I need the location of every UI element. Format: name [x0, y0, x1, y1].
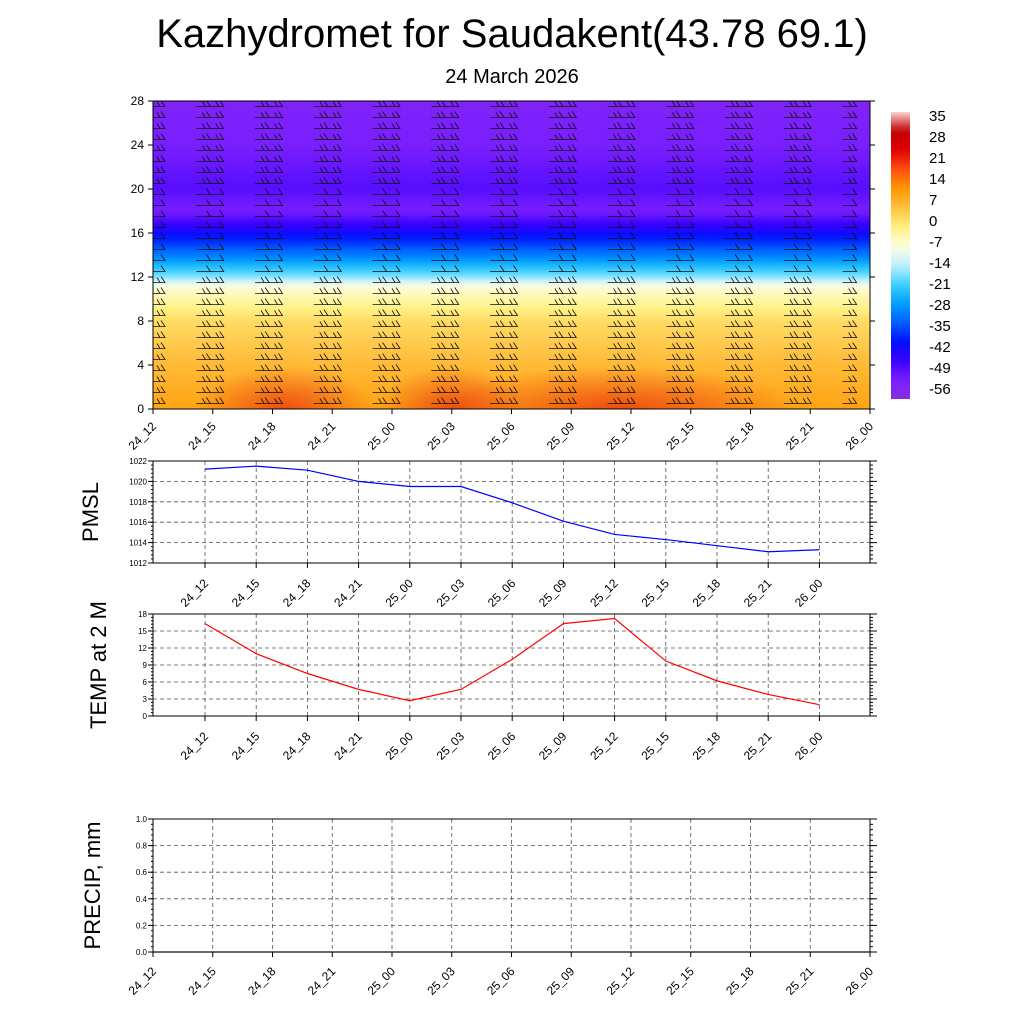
pmsl-y-tick-label: 1018: [129, 497, 147, 507]
precip-x-tick-label: 24_21: [304, 964, 339, 998]
colorbar-fill: [891, 112, 910, 399]
precip-x-tick-label: 25_06: [484, 964, 518, 998]
temp-y-axis-title: TEMP at 2 M: [86, 601, 111, 729]
temp-x-tick-label: 25_06: [484, 729, 519, 763]
section-x-tick-label: 25_06: [484, 419, 518, 453]
precip-x-tick-label: 25_12: [603, 964, 638, 998]
pmsl-x-tick-label: 25_03: [433, 576, 468, 610]
precip-x-tick-label: 24_12: [125, 964, 160, 998]
section-x-tick-label: 25_03: [424, 419, 458, 453]
colorbar-label: 14: [929, 171, 946, 188]
temp-x-tick-label: 26_00: [792, 729, 826, 763]
section-x-tick-label: 25_09: [543, 419, 578, 453]
pmsl-y-tick-label: 1020: [129, 477, 147, 487]
temp-x-tick-label: 24_21: [331, 729, 365, 763]
temp-panel: [86, 601, 877, 763]
temp-x-tick-label: 25_00: [382, 729, 416, 763]
precip-x-tick-label: 25_18: [723, 964, 757, 998]
section-y-tick-label: 20: [130, 182, 144, 196]
section-y-tick-label: 4: [137, 358, 144, 372]
temp-x-tick-label: 24_15: [228, 729, 263, 763]
precip-y-tick-label: 0.4: [135, 894, 147, 904]
precip-x-tick-label: 25_03: [424, 964, 458, 998]
section-y-tick-label: 16: [130, 226, 144, 240]
precip-x-tick-label: 25_21: [782, 964, 817, 998]
colorbar-label: -42: [929, 339, 951, 356]
section-x-tick-label: 24_21: [304, 419, 339, 453]
precip-x-tick-label: 25_00: [364, 964, 399, 998]
section-y-tick-label: 8: [137, 314, 144, 328]
precip-panel: [80, 815, 877, 998]
section-fill: [153, 101, 870, 409]
colorbar-label: -21: [929, 276, 951, 293]
temp-y-tick-label: 9: [142, 661, 147, 670]
pmsl-x-tick-label: 24_15: [228, 576, 263, 610]
section-x-tick-label: 25_21: [782, 419, 817, 453]
section-y-tick-label: 12: [130, 270, 144, 284]
temp-x-tick-label: 25_09: [536, 729, 570, 763]
colorbar-label: 0: [929, 213, 938, 230]
pmsl-y-tick-label: 1012: [129, 559, 147, 568]
pmsl-y-tick-label: 1022: [129, 457, 147, 466]
section-y-tick-label: 28: [130, 94, 144, 108]
colorbar-label: -56: [929, 381, 951, 398]
section-x-tick-label: 25_15: [663, 419, 697, 453]
pmsl-panel: [78, 457, 877, 610]
colorbar-label: -7: [929, 234, 943, 251]
pmsl-x-tick-label: 25_21: [740, 576, 775, 610]
chart-subtitle: 24 March 2026: [445, 66, 579, 88]
pmsl-x-tick-label: 26_00: [792, 576, 826, 610]
section-x-tick-label: 24_18: [245, 419, 279, 453]
precip-x-tick-label: 25_15: [663, 964, 697, 998]
temp-y-tick-label: 18: [138, 610, 147, 619]
section-x-tick-label: 25_18: [723, 419, 757, 453]
precip-x-tick-label: 26_00: [842, 964, 877, 998]
pmsl-x-tick-label: 25_00: [382, 576, 416, 610]
temp-x-tick-label: 25_03: [433, 729, 468, 763]
precip-y-tick-label: 0.2: [135, 921, 147, 931]
temp-x-tick-label: 25_21: [740, 729, 775, 763]
pmsl-x-tick-label: 25_06: [484, 576, 519, 610]
section-y-tick-label: 24: [130, 138, 144, 152]
precip-x-tick-label: 24_18: [245, 964, 279, 998]
pmsl-frame: [153, 461, 870, 563]
temp-x-tick-label: 24_12: [177, 729, 212, 763]
colorbar-label: -49: [929, 360, 951, 377]
section-x-tick-label: 26_00: [842, 419, 877, 453]
colorbar-label: 21: [929, 150, 946, 167]
section-x-tick-label: 25_12: [603, 419, 638, 453]
section-x-tick-label: 24_12: [125, 419, 160, 453]
pmsl-x-tick-label: 24_12: [177, 576, 212, 610]
precip-y-tick-label: 1.0: [135, 815, 147, 824]
colorbar: [891, 108, 951, 399]
section-x-tick-label: 24_15: [185, 419, 219, 453]
precip-y-tick-label: 0.0: [135, 948, 147, 957]
temp-x-tick-label: 25_12: [587, 729, 621, 763]
temp-x-tick-label: 25_18: [689, 729, 724, 763]
pmsl-x-tick-label: 25_18: [689, 576, 724, 610]
colorbar-label: -28: [929, 297, 951, 314]
section-y-tick-label: 0: [137, 402, 144, 416]
temp-y-tick-label: 3: [142, 695, 147, 704]
temp-x-tick-label: 24_18: [280, 729, 314, 763]
pmsl-x-tick-label: 24_21: [331, 576, 365, 610]
pmsl-x-tick-label: 25_12: [587, 576, 621, 610]
chart-title: Kazhydromet for Saudakent(43.78 69.1): [156, 12, 868, 56]
pmsl-y-axis-title: PMSL: [78, 482, 103, 542]
precip-y-axis-title: PRECIP, mm: [80, 821, 105, 950]
temp-y-tick-label: 12: [138, 644, 147, 653]
colorbar-label: 35: [929, 108, 946, 125]
temp-y-tick-label: 0: [142, 712, 147, 721]
precip-x-tick-label: 24_15: [185, 964, 219, 998]
temp-x-tick-label: 25_15: [638, 729, 672, 763]
pmsl-x-tick-label: 25_15: [638, 576, 672, 610]
pmsl-x-tick-label: 24_18: [280, 576, 314, 610]
pmsl-x-tick-label: 25_09: [536, 576, 570, 610]
colorbar-label: -35: [929, 318, 951, 335]
temp-y-tick-label: 6: [142, 678, 147, 687]
pmsl-y-tick-label: 1016: [129, 518, 147, 528]
colorbar-label: 28: [929, 129, 946, 146]
vertical-section-panel: [126, 94, 877, 453]
colorbar-label: 7: [929, 192, 938, 209]
precip-y-tick-label: 0.6: [135, 868, 147, 878]
section-x-tick-label: 25_00: [364, 419, 399, 453]
precip-x-tick-label: 25_09: [543, 964, 578, 998]
temp-y-tick-label: 15: [138, 627, 147, 636]
colorbar-label: -14: [929, 255, 951, 272]
pmsl-y-tick-label: 1014: [129, 538, 147, 548]
precip-y-tick-label: 0.8: [135, 841, 147, 851]
